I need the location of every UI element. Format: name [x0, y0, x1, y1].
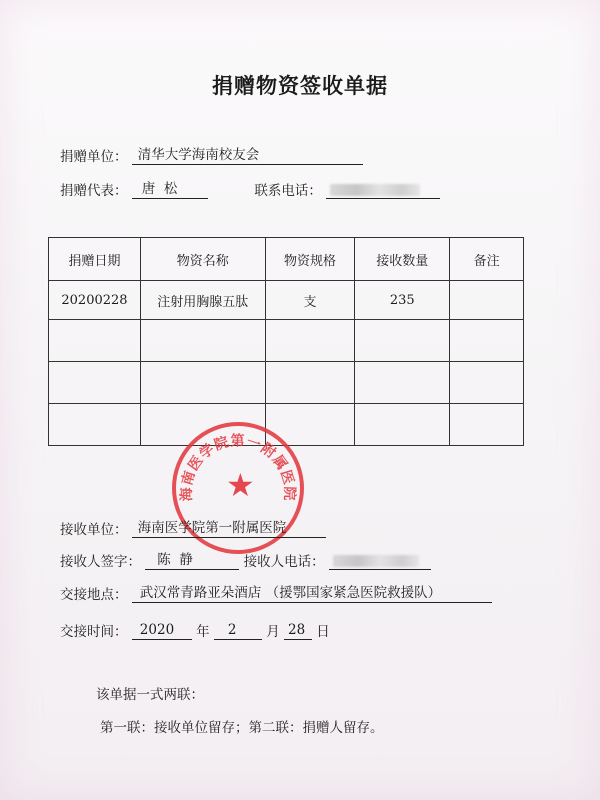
- donor-rep-label: 捐赠代表：: [60, 183, 128, 199]
- header-item-spec: 物资规格: [265, 238, 355, 281]
- cell-remarks: [450, 281, 524, 320]
- handover-place-line: [60, 583, 492, 603]
- receiver-unit-label: 接收单位：: [60, 522, 128, 538]
- seal-text: 海南医学院第一附属医院: [178, 433, 298, 502]
- receiver-sign-value: 陈 静: [145, 552, 239, 570]
- receiver-sign-line: [60, 550, 431, 570]
- time-day-unit: 日: [316, 624, 330, 640]
- donor-rep-value: 唐 松: [132, 181, 208, 199]
- time-year-unit: 年: [196, 624, 210, 640]
- cell-date: [49, 362, 141, 404]
- cell-item-spec: [265, 320, 355, 362]
- note-line-2: 第一联：接收单位留存；第二联：捐赠人留存。: [100, 720, 384, 736]
- header-received-qty: 接收数量: [355, 238, 450, 281]
- handover-time-label: 交接时间：: [60, 624, 128, 640]
- document-title: 捐赠物资签收单据: [212, 73, 388, 98]
- time-year: 2020: [132, 622, 192, 640]
- header-donation-date: 捐赠日期: [49, 238, 141, 281]
- cell-item-name: [140, 404, 265, 446]
- time-month: 2: [214, 622, 262, 640]
- redacted-phone: [333, 555, 419, 567]
- receiver-unit-value: 海南医学院第一附属医院: [132, 520, 326, 538]
- time-day: 28: [284, 622, 312, 640]
- receiver-phone-value: [329, 552, 431, 570]
- header-item-name: 物资名称: [140, 238, 265, 281]
- note-line-1: 该单据一式两联：: [96, 687, 204, 703]
- donor-rep-line: [60, 179, 440, 199]
- time-month-unit: 月: [266, 624, 280, 640]
- receiver-phone-label: 接收人电话：: [243, 554, 325, 570]
- donor-unit-line: [60, 145, 363, 165]
- cell-qty: 235: [355, 281, 450, 320]
- receiver-sign-label: 接收人签字：: [60, 554, 141, 570]
- handover-place-label: 交接地点：: [60, 587, 128, 603]
- table-row: [49, 404, 524, 446]
- handover-place-value: 武汉常青路亚朵酒店 （援鄂国家紧急医院救援队）: [132, 585, 492, 603]
- donor-unit-value: 清华大学海南校友会: [132, 147, 363, 165]
- handover-time-line: [60, 620, 330, 640]
- cell-date: 20200228: [49, 281, 141, 320]
- header-remarks: 备注: [450, 238, 524, 281]
- donor-phone-label: 联系电话：: [254, 183, 322, 199]
- table-row: [49, 320, 524, 362]
- cell-remarks: [450, 362, 524, 404]
- donation-table: [48, 237, 524, 446]
- cell-item-name: [140, 362, 265, 404]
- cell-remarks: [450, 404, 524, 446]
- receiver-unit-line: [60, 518, 326, 538]
- cell-qty: [355, 404, 450, 446]
- donor-phone-value: [326, 181, 440, 199]
- cell-remarks: [450, 320, 524, 362]
- cell-item-spec: 支: [265, 281, 355, 320]
- cell-item-spec: [265, 362, 355, 404]
- cell-item-spec: [265, 404, 355, 446]
- cell-qty: [355, 320, 450, 362]
- table-row: [49, 281, 524, 320]
- redacted-phone: [330, 184, 420, 196]
- cell-date: [49, 320, 141, 362]
- donor-unit-label: 捐赠单位：: [60, 149, 128, 165]
- cell-date: [49, 404, 141, 446]
- table-header-row: [49, 238, 524, 281]
- cell-item-name: 注射用胸腺五肽: [140, 281, 265, 320]
- seal-star-icon: ★: [226, 466, 255, 504]
- cell-item-name: [140, 320, 265, 362]
- cell-qty: [355, 362, 450, 404]
- table-row: [49, 362, 524, 404]
